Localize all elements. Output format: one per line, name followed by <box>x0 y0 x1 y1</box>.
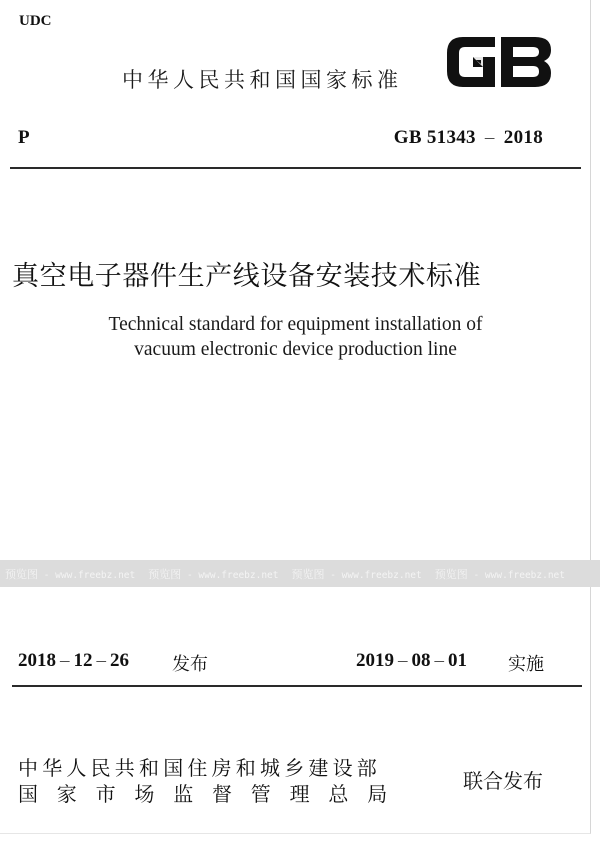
standard-number-year: 2018 <box>503 127 543 148</box>
national-standard-heading: 中华人民共和国国家标准 <box>122 68 403 92</box>
watermark-item: 预览图 - www.freebz.net <box>291 567 422 581</box>
issuer-ministry: 中华人民共和国住房和城乡建设部 <box>18 756 381 780</box>
udc-label: UDC <box>19 13 52 29</box>
joint-issue-label: 联合发布 <box>463 769 543 793</box>
standard-number <box>394 127 543 149</box>
standard-number-prefix: GB 51343 <box>393 127 476 148</box>
watermark-item: 预览图 - www.freebz.net <box>434 567 565 581</box>
issue-label: 发布 <box>172 654 208 675</box>
gb-logo-icon <box>443 33 555 91</box>
issue-year: 2018 <box>18 650 56 671</box>
header-divider <box>10 167 581 169</box>
implementation-month: 08 <box>411 650 431 671</box>
watermark-band <box>0 560 600 587</box>
issuer-market-regulation: 国家市场监督管理总局 <box>18 782 406 806</box>
implementation-day: 01 <box>448 650 467 671</box>
title-english-line1: Technical standard for equipment installation of <box>108 314 483 335</box>
title-chinese: 真空电子器件生产线设备安装技术标准 <box>12 261 482 291</box>
issue-date: 2018 – 12 – 26 <box>18 650 129 671</box>
issue-day: 26 <box>110 650 129 671</box>
implementation-label: 实施 <box>508 654 544 675</box>
issue-month: 12 <box>73 650 93 671</box>
dates-divider <box>12 685 582 687</box>
standard-number-separator: – <box>484 127 495 148</box>
watermark-item: 预览图 - www.freebz.net <box>5 567 136 581</box>
classification-code: P <box>18 127 30 148</box>
title-english-line2: vacuum electronic device production line <box>134 339 457 360</box>
watermark-item: 预览图 - www.freebz.net <box>148 567 279 581</box>
implementation-date: 2019 – 08 – 01 <box>356 650 467 671</box>
implementation-year: 2019 <box>356 650 394 671</box>
